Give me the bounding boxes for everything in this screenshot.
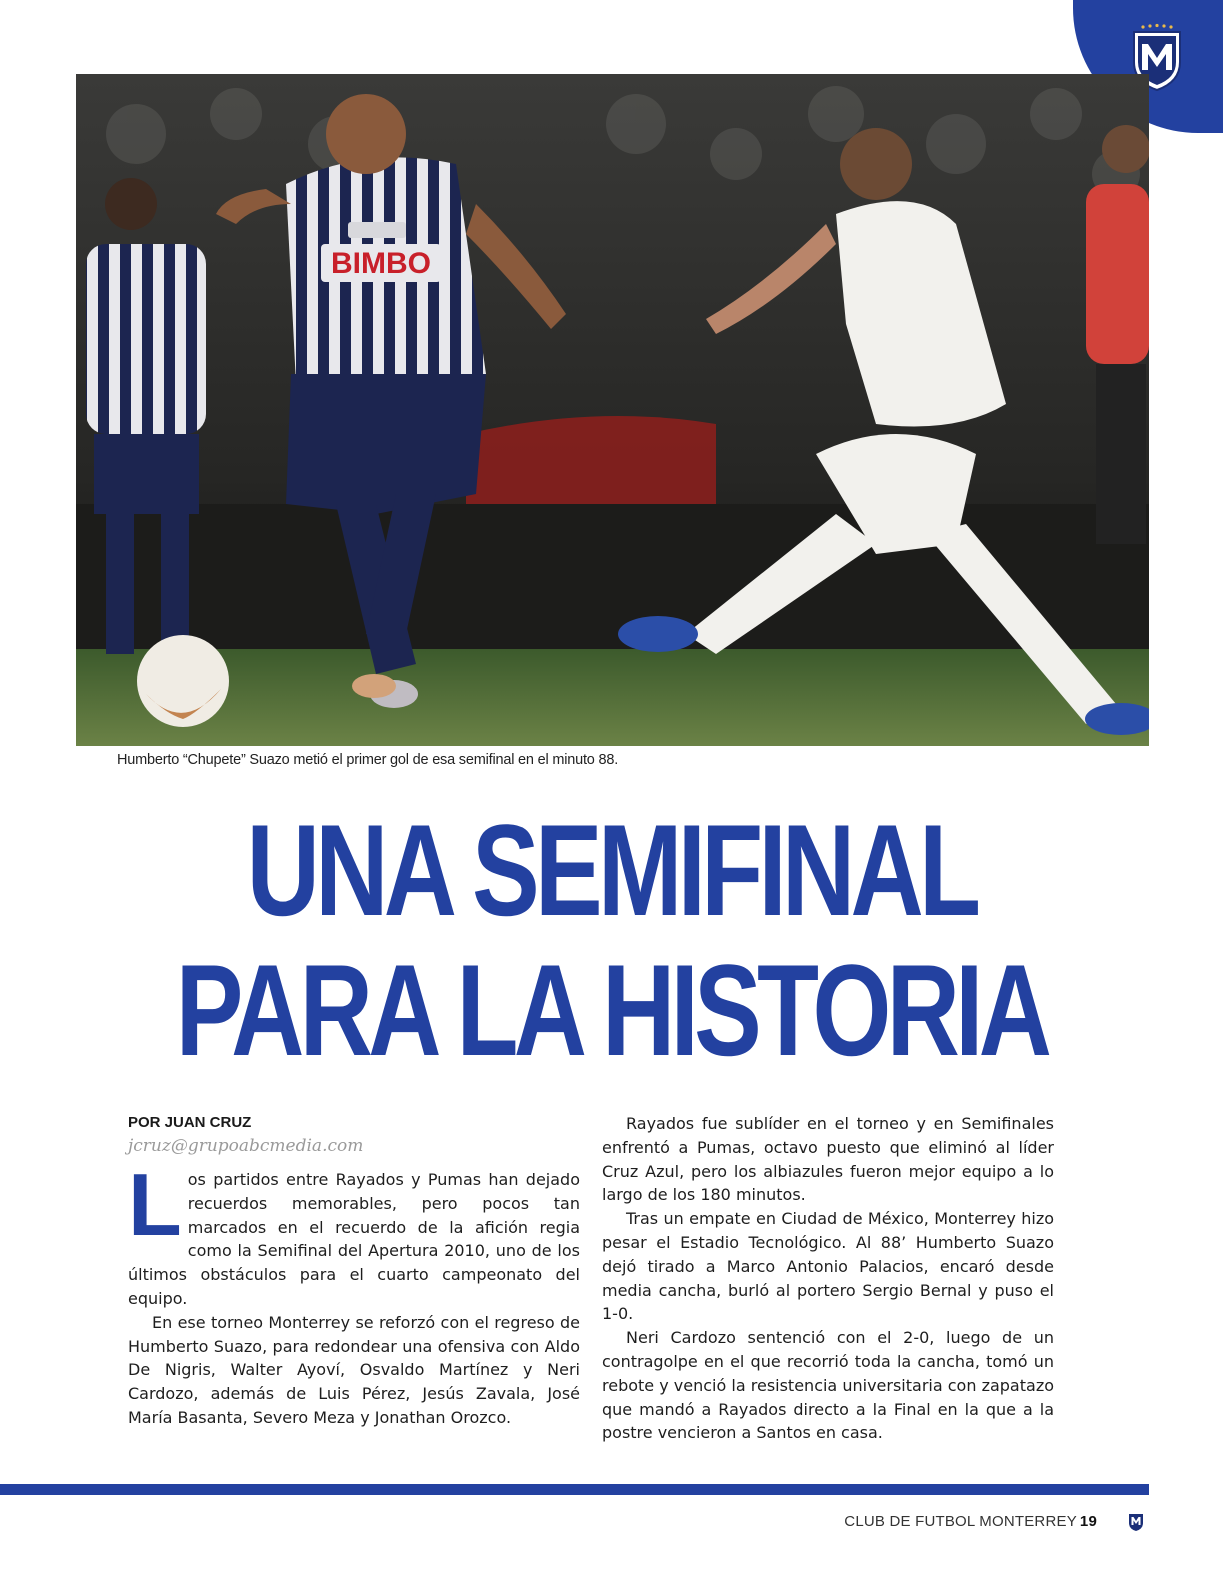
byline-email: jcruz@grupoabcmedia.com <box>128 1136 364 1156</box>
svg-text:BIMBO: BIMBO <box>331 247 431 280</box>
article-paragraph-3: Rayados fue sublíder en el torneo y en Semifinales enfrentó a Pumas, octavo puesto que eliminó al líder Cruz Azul, pero los albiazules fueron mejor equipo a lo largo de los 180 minutos. <box>602 1114 1054 1205</box>
article-paragraph-5: Neri Cardozo sentenció con el 2-0, luego de un contragolpe en el que recorrió toda la cancha, tomó un rebote y venció la resistencia universitaria con zapatazo que mandó a Rayados directo a la Final en la que a la postre vencieron a Santos en casa. <box>602 1328 1054 1443</box>
footer-publication: CLUB DE FUTBOL MONTERREY <box>844 1513 1077 1530</box>
club-crest-small-icon <box>1128 1512 1144 1532</box>
match-photo <box>76 74 1149 746</box>
article-paragraph-2: En ese torneo Monterrey se reforzó con el regreso de Humberto Suazo, para redondear una ofensiva con Aldo De Nigris, Walter Ayoví, Osvaldo Martínez y Neri Cardozo, además de Luis Pérez, Jesús Zavala, José María Basanta, Severo Meza y Jonathan Orozco. <box>128 1312 580 1427</box>
headline <box>0 797 1223 1083</box>
page-footer <box>844 1513 1097 1530</box>
footer-rule <box>0 1484 1149 1495</box>
article-paragraph-4: Tras un empate en Ciudad de México, Monterrey hizo pesar el Estadio Tecnológico. Al 88’ Humberto Suazo dejó tirado a Marco Antonio Palacios, encaró desde media cancha, burló al portero Sergio Bernal y puso el 1-0. <box>602 1209 1054 1324</box>
headline-line-1: UNA SEMIFINAL <box>246 797 977 943</box>
article-paragraph-1 <box>128 1155 580 1311</box>
page-number: 19 <box>1079 1513 1097 1530</box>
article-column-2 <box>602 1112 1054 1445</box>
photo-caption: Humberto “Chupete” Suazo metió el primer gol de esa semifinal en el minuto 88. <box>117 752 619 768</box>
drop-cap: L <box>128 1155 182 1254</box>
headline-line-2: PARA LA HISTORIA <box>175 937 1048 1083</box>
article-paragraph-1-text: os partidos entre Rayados y Pumas han dejado recuerdos memorables, pero pocos tan marcados en el recuerdo de la afición regia como la Semifinal del Apertura 2010, uno de los últimos obstáculos para el cuarto campeonato del equipo. <box>128 1170 580 1308</box>
byline-author: POR JUAN CRUZ <box>128 1114 252 1131</box>
article-column-1 <box>128 1155 580 1430</box>
